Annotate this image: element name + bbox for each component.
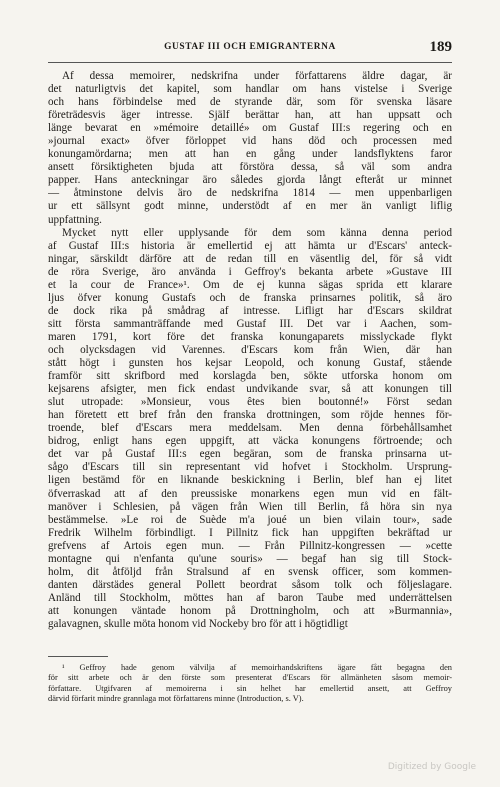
footnote-line: därvid förfarit mindre grannlaga mot författarens minne (Introduction, s. V). (48, 694, 304, 704)
text-line: att konungen väntade honom på Drottningholm, och att »Burmannia», (48, 604, 452, 617)
text-line: slut utropade: »Monsieur, vous êtes bien boutonné!» Först sedan (48, 396, 452, 409)
footnote-rule (48, 656, 108, 657)
text-line: stått högt i gunsten hos kejsar Leopold, och konung Gustaf, stående (48, 357, 452, 370)
text-line: det var på Gustaf III:s egen begäran, som de franska prinsarna ut- (48, 448, 452, 461)
body-text (48, 70, 452, 631)
footnote-section (48, 656, 452, 705)
text-line: »journal exact» öfver förloppet vid hans död och processen med (48, 135, 452, 148)
page-header (48, 39, 452, 58)
text-line: papper. Hans anteckningar äro således gjorda långt efteråt ur minnet (48, 174, 452, 187)
text-line: bestämmelse. »Le roi de Suède m'a joué un bien vilain tour», sade (48, 513, 452, 526)
footnote-line: ¹ Geffroy hade genom välvilja af memoirhandskriftens ägare fått begagna den (62, 663, 452, 672)
text-line: holm, dit åtföljd från Stralsund af en svensk officer, som kommen- (48, 565, 452, 578)
text-line: danten därstädes general Pollett beordrat såsom tolk och följeslagare. (48, 578, 452, 591)
text-line: ligen bestämd för en liknande beskickning i Berlin, blef han ej litet (48, 474, 452, 487)
text-line: sitt första sammanträffande med Gustaf III. Det var i Aachen, som- (48, 317, 452, 330)
text-line: Fredrik Wilhelm förbindligt. I Pillnitz fick han uppgiften bekräftad ur (48, 526, 452, 539)
paragraph (48, 70, 452, 227)
text-line: han företett ett bref från den franska drottningen, som röjde hennes för- (48, 409, 452, 422)
text-line: grefvens af Artois egen mun. — Från Pillnitz-kongressen — »cette (48, 539, 452, 552)
text-line: och hans förbindelse med de styrande där, som för svenska läsare (48, 96, 452, 109)
text-line: montagne qui n'enfanta qu'une souris» — begaf han sig till Stock- (48, 552, 452, 565)
text-line: troende, blef d'Escars mera meddelsam. Men denna förbehållsamhet (48, 422, 452, 435)
text-line: af Gustaf III:s historia är emellertid ej att hämta ur d'Escars' anteck- (48, 239, 452, 252)
text-line: et la cour de France»¹. Om de ej kunna sägas sprida ett klarare (48, 278, 452, 291)
text-line: uppfattning. (48, 213, 102, 226)
text-line: länge bevarat en »mémoire detaillé» om Gustaf III:s regering och en (48, 122, 452, 135)
text-line: öfverraskad att af den preussiske monarkens egen mun vid en fält- (48, 487, 452, 500)
text-line: Mycket nytt eller upplysande för dem som känna denna period (62, 226, 452, 239)
text-line: kejsarens afsigter, men fick endast undvikande svar, så att konungen till (48, 383, 452, 396)
text-line: ljus öfver konung Gustafs och de franska prinsarnes politik, så äro (48, 291, 452, 304)
text-line: Af dessa memoirer, nedskrifna under författarens äldre dagar, är (62, 70, 452, 82)
text-line: bidrog, enligt hans egen uppgift, att väcka konungens förtroende; och (48, 435, 452, 448)
text-line: de dock rika på smådrag af intresse. Lifligt har d'Escars skildrat (48, 304, 452, 317)
footnote-line: för sitt arbete och är den förste som presenterat d'Escars för allmänheten såsom memoir- (48, 673, 452, 683)
text-line: företrädesvis äger intresse. Själf berättar han, att han uppsatt och (48, 109, 452, 122)
paragraph (48, 227, 452, 631)
text-line: de röra Sverige, äro använda i Geffroy's bekanta arbete »Gustave III (48, 265, 452, 278)
digitized-watermark: Digitized by Google (387, 762, 476, 772)
text-line: — åtminstone delvis äro de nedskrifna 1814 — men uppenbarligen (48, 187, 452, 200)
footnote-line: författare. Utgifvaren af memoirerna i sin helhet har emellertid ansett, att Geffroy (48, 683, 452, 693)
text-line: galavagnen, skulle möta honom vid Nockeby bro för att i högtidligt (48, 617, 348, 630)
text-line: ningar, särskildt därföre att de redan till en väsentlig del, för så vidt (48, 252, 452, 265)
header-rule (48, 62, 452, 63)
text-line: ansett försiktigheten bjuda att förstöra dessa, så väl som andra (48, 161, 452, 174)
text-line: Anländ till Stockholm, möttes han af baron Taube med underrättelsen (48, 591, 452, 604)
running-head: GUSTAF III OCH EMIGRANTERNA (164, 42, 336, 52)
text-line: konungamördarna; men att han en gång under landsflyktens faror (48, 148, 452, 161)
text-line: och olycksdagen vid Varennes. d'Escars kom från Wien, där han (48, 343, 452, 356)
footnote-text (48, 663, 452, 705)
text-line: det naturligtvis det kapitel, som handlar om hans vistelse i Sverige (48, 83, 452, 96)
page-number: 189 (429, 39, 452, 55)
text-line: framför sitt skrifbord med korslagda ben, sökte utforska honom om (48, 370, 452, 383)
text-line: manöver i Schlesien, på vägen från Wien till Berlin, få höra sin nya (48, 500, 452, 513)
text-line: ur ett sällsynt godt minne, understödt af en mer än vanligt liflig (48, 200, 452, 213)
text-line: maren 1791, kort före det franska konungaparets misslyckade flykt (48, 330, 452, 343)
text-line: sågo d'Escars till sin representant vid hofvet i Stockholm. Ursprung- (48, 461, 452, 474)
